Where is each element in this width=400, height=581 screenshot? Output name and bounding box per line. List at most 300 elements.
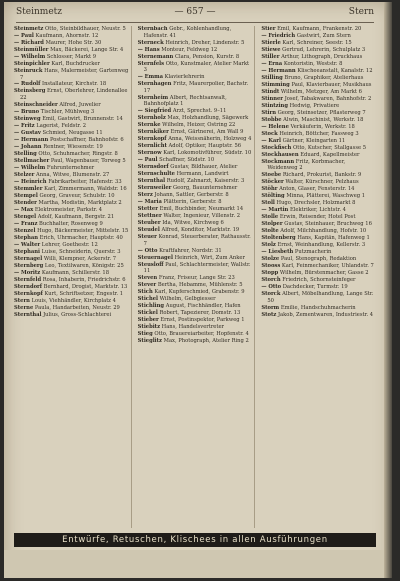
directory-entry xyxy=(14,137,129,144)
entry-details: Minna, Plätterei, Waschweg 1 xyxy=(284,193,366,200)
entry-details: Hans, Handelsvertreter xyxy=(160,323,225,330)
entry-details: Elektromeister, Parkstr. 4 xyxy=(33,206,103,213)
entry-details: Martha, Modistin, Marktplatz 2 xyxy=(36,199,122,206)
entry-name: Stock xyxy=(261,130,278,137)
entry-name: Stöcker xyxy=(261,179,284,186)
entry-name: — Karl xyxy=(261,137,281,144)
directory-entry xyxy=(14,291,129,298)
entry-details: Wilhelm, Heizer, Ostring 22 xyxy=(160,122,236,129)
entry-details: Georg, Bauunternehmer xyxy=(171,185,238,192)
entry-name: Sternheim xyxy=(137,94,169,101)
directory-entry xyxy=(261,291,376,304)
directory-entry xyxy=(138,185,253,192)
entry-name: Stockmann xyxy=(261,158,295,165)
entry-name: Stirn xyxy=(261,109,276,116)
entry-details: Julius, Gross-Schlachterei xyxy=(41,311,112,318)
directory-entry xyxy=(261,68,376,75)
entry-name: — Paul xyxy=(14,32,34,39)
entry-details: Emil, Kaufmann, Frankenstr. 20 xyxy=(275,26,362,32)
directory-entry xyxy=(14,109,129,116)
entry-details: Eduard, Kapellmeister xyxy=(298,151,360,158)
entry-name: Steinpichler xyxy=(14,60,50,67)
directory-entry xyxy=(138,74,253,81)
directory-entry xyxy=(14,277,129,284)
entry-details: Hermann, Landwirt xyxy=(174,171,229,178)
directory-entry xyxy=(138,61,253,74)
entry-name: Stolze xyxy=(261,256,280,263)
directory-entry xyxy=(138,178,253,185)
entry-name: Steuer xyxy=(137,233,157,240)
entry-name: — Erna xyxy=(261,60,283,67)
entry-name: Sternschulte xyxy=(137,171,175,178)
entry-details: Kraftfahrer, Nordstr. 31 xyxy=(157,247,222,254)
page-margin-bottom xyxy=(4,550,392,578)
entry-name: Stolle xyxy=(261,214,279,221)
entry-details: Verkäuferin, Werkstr. 18 xyxy=(288,123,355,130)
entry-name: — Otto xyxy=(137,247,158,254)
entry-details: Friedrich, Schornsteinfeger xyxy=(280,277,356,284)
page-header xyxy=(16,7,374,21)
directory-entry xyxy=(138,234,253,247)
entry-name: — Bruno xyxy=(14,109,40,116)
column-right xyxy=(261,26,378,528)
entry-name: Sternkopf xyxy=(137,136,167,143)
entry-name: Steinsberg xyxy=(14,88,46,95)
entry-name: Sternfels xyxy=(137,60,165,67)
entry-name: Stinner xyxy=(261,95,284,102)
directory-entry xyxy=(138,206,253,213)
directory-entry xyxy=(261,207,376,214)
entry-name: Stickel xyxy=(137,310,158,317)
entry-name: Stoebe xyxy=(261,172,282,179)
entry-name: — Johann xyxy=(14,143,42,150)
directory-entry xyxy=(261,277,376,284)
entry-details: Karl, Kupferschmied, Grabenstr. 9 xyxy=(152,289,245,296)
entry-details: Adolf, Optiker, Hauptstr. 56 xyxy=(166,143,242,150)
entry-details: Otto, Kunstmaler, Atelier Markt 3 xyxy=(143,60,250,74)
entry-name: Sternkopf xyxy=(14,290,43,297)
entry-details: Lagerist, Feldstr. 2 xyxy=(34,123,87,129)
entry-name: — Moritz xyxy=(14,269,41,276)
entry-name: Stieglitz xyxy=(137,337,162,344)
entry-name: Stichel xyxy=(137,296,158,303)
directory-entry xyxy=(14,68,129,81)
advertising-banner: Entwürfe, Retuschen, Klischees in allen Ausführungen xyxy=(14,533,376,547)
directory-entry xyxy=(261,33,376,40)
entry-name: — Liesbeth xyxy=(261,249,294,256)
entry-name: Stolte xyxy=(261,228,279,235)
entry-name: Stilling xyxy=(261,74,283,81)
entry-details: Ernst, Postinspektor, Parkweg 1 xyxy=(158,317,245,323)
entry-details: Konrad, Steuerberater, Rathausstr. 7 xyxy=(143,233,251,247)
entry-name: Sterne xyxy=(14,304,34,311)
entry-name: Steinmüller xyxy=(14,46,49,53)
directory-entry xyxy=(261,179,376,186)
entry-name: Stich xyxy=(137,289,153,296)
entry-details: Robert, Tapezierer, Domstr. 13 xyxy=(157,310,241,317)
entry-name: — Fritz xyxy=(14,123,35,129)
directory-entry xyxy=(261,193,376,200)
entry-details: Paul, Klavierbauer, Musikhaus xyxy=(289,81,372,88)
entry-details: Georg, Graveur, Schulstr. 10 xyxy=(37,192,115,199)
directory-entry xyxy=(138,282,253,289)
entry-name: Stender xyxy=(14,199,37,206)
entry-details: Alfred, Konditor, Marktstr. 19 xyxy=(159,226,240,233)
entry-details: Clara, Pension, Kurstr. 8 xyxy=(173,53,240,60)
entry-name: Stemmler xyxy=(14,185,43,192)
entry-name: Stephan xyxy=(14,234,38,241)
column-middle xyxy=(138,26,256,528)
entry-name: Stindt xyxy=(261,88,280,95)
directory-entry xyxy=(138,331,253,338)
directory-entry xyxy=(14,207,129,214)
directory-entry xyxy=(14,158,129,165)
entry-name: Stier xyxy=(261,26,276,32)
entry-name: Stieber xyxy=(137,317,159,323)
entry-details: Kaufmann, Ahornstr. 12 xyxy=(33,32,99,39)
directory-entry xyxy=(14,179,129,186)
entry-name: Stolper xyxy=(261,221,283,228)
entry-details: Wilhelm, Gelbgiesser xyxy=(158,296,216,303)
entry-details: Karl, Lokomotivführer, Südstr. 10 xyxy=(161,150,252,157)
entry-details: Postschaffner, Bahnhofstr. 6 xyxy=(48,136,124,143)
entry-details: Schaffner, Südstr. 10 xyxy=(157,157,215,164)
entry-name: Stieg xyxy=(137,330,153,337)
entry-details: Ernst, Oberlehrer, Lindenallee 22 xyxy=(20,88,128,102)
directory-entry xyxy=(14,165,129,172)
entry-name: Sternke xyxy=(137,122,161,129)
entry-name: Sternhagen xyxy=(137,81,172,88)
entry-details: Ida, Witwe, Kirchweg 6 xyxy=(160,220,224,226)
directory-entry xyxy=(14,54,129,61)
entry-details: Hugo, Drechsler, Holzmarkt 8 xyxy=(274,200,356,207)
directory-entry xyxy=(14,123,129,130)
entry-name: Sterndorf xyxy=(14,283,42,290)
entry-name: — Max xyxy=(14,206,34,213)
directory-entry xyxy=(138,262,253,275)
entry-name: — Paul xyxy=(137,157,158,164)
entry-details: Gustav, Steinhauer, Bruchweg 16 xyxy=(282,221,372,228)
directory-entry xyxy=(261,26,376,33)
entry-name: Stolz xyxy=(261,242,276,249)
entry-details: Willi, Klempner, Ackerstr. 7 xyxy=(42,255,117,262)
entry-name: Sterneck xyxy=(137,39,164,46)
directory-entry xyxy=(138,129,253,136)
entry-name: Stooss xyxy=(261,263,281,270)
header-rule xyxy=(16,22,374,23)
entry-name: Steinschneider xyxy=(14,102,58,109)
entry-name: Sternkiker xyxy=(137,129,169,136)
directory-entry xyxy=(14,284,129,291)
entry-name: — Wilhelm xyxy=(14,53,46,60)
directory-entry xyxy=(14,256,129,263)
directory-entry xyxy=(261,305,376,312)
entry-details: Walter, Ingenieur, Villenstr. 2 xyxy=(161,213,241,220)
directory-entry xyxy=(14,312,129,319)
entry-name: Stetter xyxy=(137,206,158,213)
directory-entry xyxy=(261,131,376,138)
entry-details: Max, Holzhandlung, Sägewerk xyxy=(165,115,249,122)
entry-name: Sternsdorf xyxy=(137,164,169,171)
entry-details: Arthur, Lithograph, Druckhaus xyxy=(279,53,363,60)
entry-details: Jakob, Zementwaren, Industriestr. 4 xyxy=(276,311,374,318)
entry-details: Erich, Uhrmacher, Hauptstr. 40 xyxy=(37,234,123,241)
directory-entry xyxy=(14,88,129,101)
entry-details: Wilhelm, Bürstenmacher, Gasse 2 xyxy=(278,270,369,277)
page-number: — 657 — xyxy=(174,7,216,17)
entry-details: Otto, Schuhmacher, Ringstr. 8 xyxy=(36,150,118,157)
directory-entry xyxy=(14,249,129,256)
directory-entry xyxy=(261,186,376,193)
entry-details: Elektriker, Lichtstr. 4 xyxy=(288,207,346,214)
directory-entry xyxy=(138,26,253,39)
directory-entry xyxy=(138,108,253,115)
directory-entry xyxy=(261,214,376,221)
directory-entry xyxy=(14,172,129,179)
entry-details: Albert, Rechtsanwalt, Bahnhofplatz 1 xyxy=(143,94,227,108)
directory-entry xyxy=(261,200,376,207)
directory-entry xyxy=(261,228,376,235)
entry-details: Hans, Malermeister, Gartenweg 7 xyxy=(20,67,129,81)
directory-entry xyxy=(14,193,129,200)
directory-entry xyxy=(261,103,376,110)
entry-name: Stichling xyxy=(137,303,165,310)
entry-details: Luise, Schneiderin, Querstr. 3 xyxy=(39,248,121,255)
entry-details: Karl, Feinmechaniker, Uhlandstr. 7 xyxy=(280,263,374,270)
directory-entry xyxy=(138,40,253,47)
entry-details: Putzmacherin xyxy=(293,249,332,256)
directory-entry xyxy=(261,110,376,117)
directory-entry xyxy=(138,81,253,94)
directory-entry xyxy=(261,96,376,103)
entry-details: Hugo, Bäckermeister, Mittelstr. 15 xyxy=(35,227,129,234)
entry-name: Stelling xyxy=(14,150,37,157)
entry-name: Stempel xyxy=(14,192,38,199)
entry-name: Stockfisch xyxy=(261,144,292,151)
entry-details: Anton, Glaser, Fensterstr. 14 xyxy=(277,186,355,193)
directory-entry xyxy=(138,255,253,262)
directory-entry xyxy=(138,157,253,164)
entry-name: Stoll xyxy=(261,200,275,207)
directory-entry xyxy=(138,289,253,296)
entry-name: Stiller xyxy=(261,53,280,60)
directory-entry xyxy=(138,220,253,227)
directory-columns xyxy=(14,26,378,528)
directory-entry xyxy=(14,61,129,68)
entry-details: Monteur, Feldweg 12 xyxy=(159,46,218,53)
directory-entry xyxy=(14,298,129,305)
entry-details: Karl, Zimmermann, Waldstr. 16 xyxy=(42,185,127,192)
entry-details: Ernst, Gärtnerei, Am Wall 9 xyxy=(168,129,244,136)
entry-name: Stelzer xyxy=(14,171,35,178)
directory-entry xyxy=(261,75,376,82)
entry-name: — Franz xyxy=(14,220,38,227)
directory-entry xyxy=(138,338,253,345)
directory-entry xyxy=(14,305,129,312)
directory-entry xyxy=(138,95,253,108)
entry-details: Richard, Prokurist, Bankstr. 9 xyxy=(281,172,362,179)
entry-details: Anna, Witwe, Blumenstr. 27 xyxy=(34,171,110,178)
entry-details: Louis, Viehhändler, Kirchplatz 4 xyxy=(29,297,116,304)
entry-name: Stenzel xyxy=(14,227,36,234)
entry-name: Stern xyxy=(14,297,30,304)
entry-details: Plätterin, Gerberstr. 8 xyxy=(161,199,222,206)
directory-entry xyxy=(14,81,129,88)
entry-name: Sternbach xyxy=(137,26,168,32)
entry-name: Sternfeld xyxy=(14,276,42,283)
entry-details: Anna, Weissnäherin, Holzweg 4 xyxy=(166,136,252,143)
entry-name: Stever xyxy=(137,282,157,289)
header-left-keyword: Steinmetz xyxy=(16,7,63,17)
entry-name: Stiebitz xyxy=(137,323,161,330)
entry-details: Karl, Schreiner, Seestr. 15 xyxy=(280,39,352,46)
entry-name: — Walter xyxy=(14,241,41,248)
entry-details: Gebr., Kohlenhandlung, Hafenstr. 41 xyxy=(143,26,232,39)
directory-entry xyxy=(14,102,129,109)
entry-name: Stierle xyxy=(261,39,281,46)
entry-name: — Martin xyxy=(261,207,289,214)
entry-details: Adolf, Milchhandlung, Hofstr. 10 xyxy=(278,228,367,235)
entry-details: Rentner, Wiesenstr. 19 xyxy=(41,143,103,150)
entry-details: Klischeeanstalt, Kanalstr. 12 xyxy=(295,67,373,74)
entry-name: — Rudolf xyxy=(14,81,41,88)
directory-entry xyxy=(261,221,376,228)
entry-details: Fabrikarbeiter, Hafenstr. 33 xyxy=(46,178,122,185)
directory-entry xyxy=(261,312,376,319)
directory-entry xyxy=(138,248,253,255)
entry-details: August, Fischhändler, Hafen xyxy=(164,303,241,310)
entry-details: Walter, Kürschner, Pelzhaus xyxy=(283,179,359,186)
directory-entry xyxy=(261,242,376,249)
directory-entry xyxy=(138,136,253,143)
entry-name: Stimming xyxy=(261,81,290,88)
directory-entry xyxy=(261,172,376,179)
entry-name: Steuernagel xyxy=(137,254,173,261)
entry-details: Adolf, Kaufmann, Bergstr. 21 xyxy=(36,213,115,220)
entry-details: Kaufmann, Schillerstr. 18 xyxy=(40,269,110,276)
entry-name: Stengel xyxy=(14,213,37,220)
entry-details: Fritz, Maurerpolier, Bachstr. 17 xyxy=(143,81,249,94)
directory-entry xyxy=(261,138,376,145)
entry-name: Sternholz xyxy=(137,115,166,122)
entry-name: — Richard xyxy=(14,39,44,46)
entry-details: Bernhard, Drogist, Marktstr. 13 xyxy=(42,283,128,290)
entry-details: Paul, Wagenbauer, Torweg 5 xyxy=(49,157,126,164)
directory-entry xyxy=(14,40,129,47)
entry-name: Steinmetz xyxy=(14,26,44,32)
directory-entry xyxy=(14,47,129,54)
entry-details: Maurer, Hohe Str. 30 xyxy=(43,39,102,46)
entry-details: Lehrer, Goethestr. 12 xyxy=(40,241,98,248)
directory-entry xyxy=(261,249,376,256)
entry-name: Storck xyxy=(261,291,281,298)
entry-details: Gertrud, Lehrerin, Schulplatz 3 xyxy=(280,46,366,53)
entry-details: Alwin, Maschinist, Werkstr. 18 xyxy=(281,116,364,123)
entry-details: Schlosser, Markt 9 xyxy=(45,53,97,60)
directory-entry xyxy=(138,317,253,324)
directory-entry xyxy=(14,130,129,137)
entry-name: Steinweg xyxy=(14,116,41,123)
entry-name: — Wilhelm xyxy=(14,164,46,171)
directory-entry xyxy=(138,310,253,317)
directory-entry xyxy=(261,40,376,47)
header-right-keyword: Stern xyxy=(348,7,374,17)
entry-details: Hans, Kapitän, Hafenweg 1 xyxy=(295,235,370,242)
entry-details: Paul, Schlachtermeister, Wallstr. 11 xyxy=(143,261,251,275)
entry-details: Otto, Kutscher, Stallgasse 5 xyxy=(291,144,366,151)
directory-entry xyxy=(138,164,253,171)
entry-details: Fuhrunternehmer xyxy=(45,164,95,171)
entry-details: Albert, Möbelhandlung, Lange Str. 50 xyxy=(267,291,374,304)
entry-name: Storch xyxy=(261,277,281,284)
entry-details: Franz, Friseur, Lange Str. 23 xyxy=(157,275,235,282)
entry-name: — Hans xyxy=(137,46,160,53)
directory-entry xyxy=(138,54,253,61)
directory-entry xyxy=(261,263,376,270)
directory-entry xyxy=(14,26,129,33)
entry-name: Stockhausen xyxy=(261,151,299,158)
directory-entry xyxy=(261,117,376,124)
entry-name: Stephani xyxy=(14,248,40,255)
entry-name: Sternberg xyxy=(14,262,44,269)
entry-name: Sternthal xyxy=(14,311,42,318)
entry-details: Leo, Textilwaren, Königstr. 25 xyxy=(43,262,124,269)
directory-entry xyxy=(138,143,253,150)
entry-name: Stettner xyxy=(137,213,162,220)
entry-name: Stellmacher xyxy=(14,157,50,164)
directory-entry xyxy=(138,324,253,331)
directory-entry xyxy=(14,200,129,207)
directory-entry xyxy=(14,144,129,151)
directory-entry xyxy=(138,296,253,303)
entry-details: Rosa, Inhaberin, Friedrichstr. 6 xyxy=(41,276,126,283)
directory-entry xyxy=(261,284,376,291)
entry-details: Rudolf, Zahnarzt, Kaiserstr. 3 xyxy=(165,178,245,185)
directory-entry xyxy=(261,159,376,172)
entry-details: Kurt, Schriftsetzer, Engestr. 1 xyxy=(42,290,124,297)
directory-entry xyxy=(261,235,376,242)
directory-entry xyxy=(14,242,129,249)
column-left xyxy=(14,26,132,528)
entry-details: Gastwirt, Zum Stern xyxy=(295,32,351,39)
directory-entry xyxy=(261,82,376,89)
entry-details: Gärtner, Kleingarten 11 xyxy=(280,137,346,144)
directory-entry xyxy=(261,124,376,131)
entry-details: Fritz, Korbmacher, Weidenweg 2 xyxy=(267,158,346,172)
directory-entry xyxy=(261,256,376,263)
entry-details: Tischler, Mühlweg 3 xyxy=(39,109,95,116)
directory-entry xyxy=(138,150,253,157)
entry-details: Kontoristin, Weststr. 8 xyxy=(282,60,343,67)
entry-details: Otto, Brauereiarbeiter, Hopfenstr. 4 xyxy=(152,330,249,337)
entry-details: Max, Bäckerei, Lange Str. 4 xyxy=(48,46,124,53)
directory-entry xyxy=(138,199,253,206)
directory-entry xyxy=(261,47,376,54)
entry-name: — Friedrich xyxy=(261,32,296,39)
directory-entry xyxy=(14,33,129,40)
entry-details: Dachdecker, Turmstr. 19 xyxy=(281,284,348,291)
directory-entry xyxy=(14,151,129,158)
directory-entry xyxy=(14,221,129,228)
directory-entry xyxy=(138,303,253,310)
entry-details: Klavierlehrerin xyxy=(162,74,205,81)
entry-details: Gustav, Bildhauer, Atelier xyxy=(168,164,238,171)
directory-entry xyxy=(261,61,376,68)
entry-details: Schmied, Neugasse 11 xyxy=(40,129,103,136)
entry-name: Stobbe xyxy=(261,116,282,123)
entry-details: Bertha, Hebamme, Mühlenstr. 5 xyxy=(156,282,243,289)
directory-entry xyxy=(261,54,376,61)
